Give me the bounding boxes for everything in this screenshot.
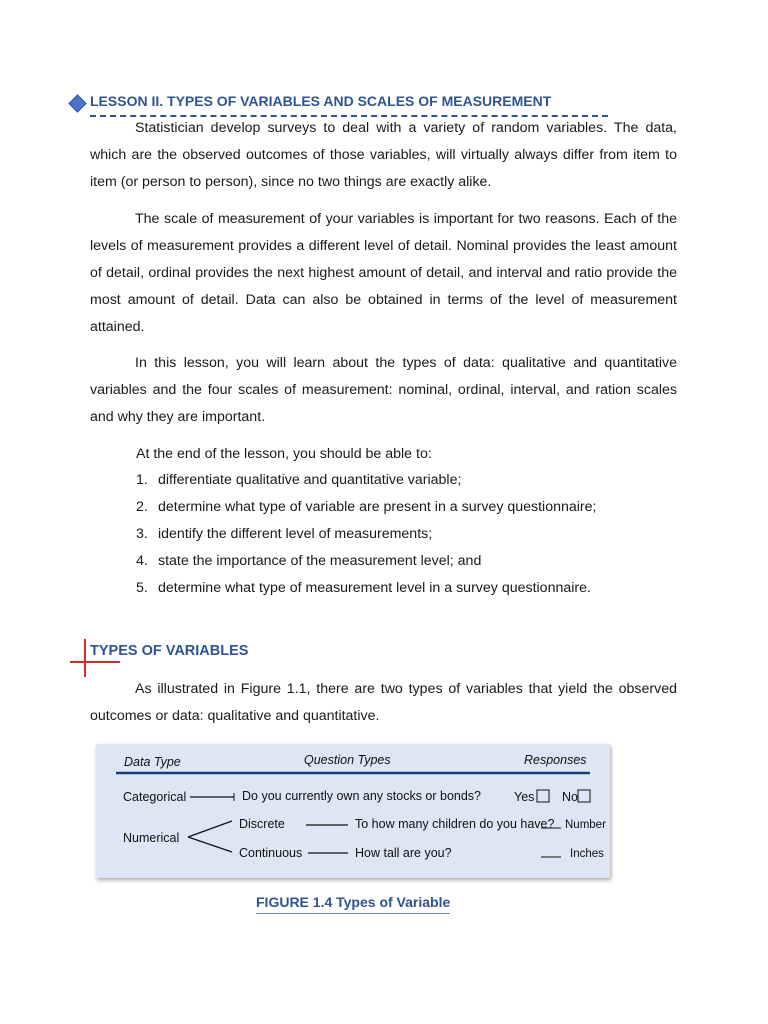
question-discrete: To how many children do you have? [355,817,555,831]
branch-discrete [188,821,232,837]
question-categorical: Do you currently own any stocks or bonds? [242,789,482,803]
response-number: Number [565,819,606,831]
header-question-types: Question Types [304,753,391,767]
list-item [136,548,596,575]
list-item-number: 2. [136,499,148,515]
figure-diagram [96,744,610,878]
list-item [136,521,596,548]
crosshair-marker-bar [70,661,120,663]
list-item-text: determine what type of variable are present in a survey questionnaire; [158,499,597,515]
crosshair-marker-icon [84,639,86,677]
label-continuous: Continuous [239,846,303,860]
paragraph-lesson-text: In this lesson, you will learn about the types of data: qualitative and quantitative variables and the four scales of measurement: nominal, ordinal, interval, and ration scales and why they are important. [90,355,677,425]
section-title: TYPES OF VARIABLES [90,643,249,659]
header-data-type: Data Type [124,755,181,769]
checkbox-no[interactable] [578,790,590,802]
paragraph-types [90,676,677,730]
paragraph-types-text: As illustrated in Figure 1.1, there are two types of variables that yield the observed outcomes or data: qualitative and quantitative. [90,681,677,724]
list-item [136,467,596,494]
label-categorical: Categorical [123,790,187,804]
header-responses: Responses [524,753,587,767]
response-inches: Inches [570,848,604,860]
branch-continuous [188,837,232,852]
objectives-intro: At the end of the lesson, you should be able to: [136,446,432,462]
label-numerical: Numerical [123,831,180,845]
list-item-number: 1. [136,472,148,488]
list-item-text: state the importance of the measurement level; and [158,553,482,569]
list-item-text: differentiate qualitative and quantitative variable; [158,472,462,488]
list-item [136,575,596,602]
list-item-text: determine what type of measurement level in a survey questionnaire. [158,580,591,596]
response-no: No [562,790,578,804]
lesson-title: LESSON II. TYPES OF VARIABLES AND SCALES OF MEASUREMENT [90,93,552,109]
label-discrete: Discrete [239,817,285,831]
list-item-number: 4. [136,553,148,569]
question-continuous: How tall are you? [355,846,452,860]
list-item-text: identify the different level of measurements; [158,526,433,542]
figure-types-of-variable [96,744,610,878]
figure-caption: FIGURE 1.4 Types of Variable [256,894,450,914]
checkbox-yes[interactable] [537,790,549,802]
response-yes: Yes [514,790,535,804]
paragraph-lesson [90,350,677,431]
diamond-bullet-icon [68,94,86,112]
objectives-list [136,467,596,602]
paragraph-scale [90,206,677,341]
list-item-number: 5. [136,580,148,596]
list-item-number: 3. [136,526,148,542]
section-heading [70,638,370,678]
paragraph-intro-text: Statistician develop surveys to deal with a variety of random variables. The data, which are the observed outcomes of those variables, will virtually always differ from item to item (or person to person), since no two things are exactly alike. [90,120,677,190]
paragraph-scale-text: The scale of measurement of your variables is important for two reasons. Each of the levels of measurement provides a different level of detail. Nominal provides the least amount of detail, ordinal provides the next highest amount of detail, and interval and ratio provide the most amount of detail. Data can also be obtained in terms of the level of measurement attained. [90,211,677,335]
paragraph-intro [90,115,677,196]
list-item [136,494,596,521]
